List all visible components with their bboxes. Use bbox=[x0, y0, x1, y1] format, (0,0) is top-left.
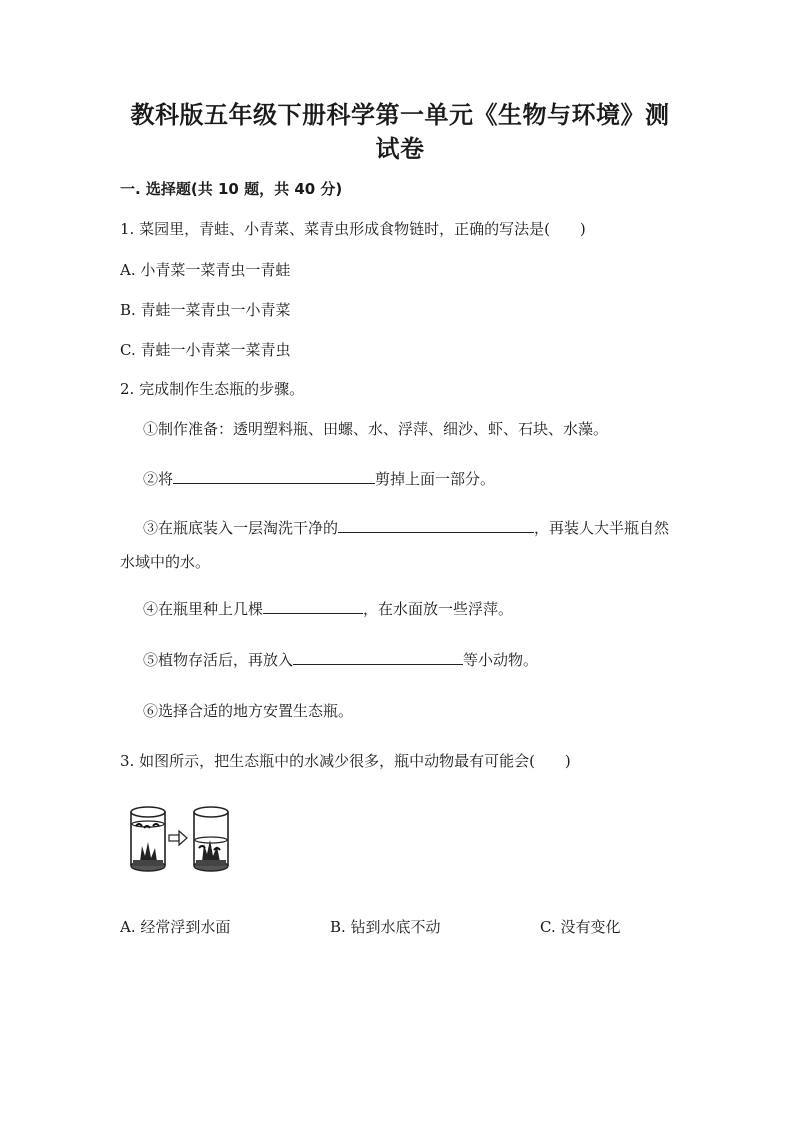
answer-blank[interactable] bbox=[263, 599, 363, 614]
q3-option-c: C. 没有变化 bbox=[540, 918, 621, 936]
answer-blank[interactable] bbox=[338, 518, 534, 533]
q2-step-2-pre: ②将 bbox=[143, 470, 174, 488]
section-heading: 一. 选择题(共 10 题，共 40 分) bbox=[120, 180, 343, 198]
q3-option-a: A. 经常浮到水面 bbox=[120, 918, 231, 936]
q2-step-5-post: 等小动物。 bbox=[463, 651, 539, 669]
q2-step-5-pre: ⑤植物存活后，再放入 bbox=[143, 651, 294, 669]
q2-step-4-post: ，在水面放一些浮萍。 bbox=[363, 600, 514, 618]
q2-step-6: ⑥选择合适的地方安置生态瓶。 bbox=[143, 702, 354, 720]
q1-stem: 1. 菜园里，青蛙、小青菜、菜青虫形成食物链时，正确的写法是( ) bbox=[120, 220, 586, 238]
title-line-1: 教科版五年级下册科学第一单元《生物与环境》测 bbox=[130, 101, 670, 129]
q2-step-3-post: ，再装人大半瓶自然水域中的水。 bbox=[120, 519, 670, 571]
eco-bottle-figure bbox=[128, 804, 236, 876]
q2-step-1: ①制作准备：透明塑料瓶、田螺、水、浮萍、细沙、虾、石块、水藻。 bbox=[143, 420, 609, 438]
q2-step-4-pre: ④在瓶里种上几棵 bbox=[143, 600, 264, 618]
q1-option-b: B. 青蛙一菜青虫一小青菜 bbox=[120, 301, 291, 319]
q3-stem: 3. 如图所示，把生态瓶中的水减少很多，瓶中动物最有可能会( ) bbox=[120, 752, 571, 770]
q2-step-3-pre: ③在瓶底装入一层淘洗干净的 bbox=[143, 519, 339, 537]
answer-blank[interactable] bbox=[173, 469, 375, 484]
q2-step-4 bbox=[143, 598, 513, 619]
arrow-icon bbox=[169, 831, 187, 845]
q2-step-3 bbox=[120, 511, 680, 579]
q1-option-a: A. 小青菜一菜青虫一青蛙 bbox=[120, 261, 291, 279]
q2-stem: 2. 完成制作生态瓶的步骤。 bbox=[120, 380, 305, 398]
q3-option-b: B. 钻到水底不动 bbox=[330, 918, 441, 936]
q1-option-c: C. 青蛙一小青菜一菜青虫 bbox=[120, 341, 291, 359]
jar-before bbox=[131, 807, 165, 871]
answer-blank[interactable] bbox=[293, 650, 463, 665]
page-title bbox=[120, 98, 680, 166]
jar-after bbox=[194, 807, 228, 871]
title-line-2: 试卷 bbox=[375, 135, 425, 163]
q2-step-2-post: 剪掉上面一部分。 bbox=[375, 470, 496, 488]
q2-step-5 bbox=[143, 649, 538, 670]
q2-step-2 bbox=[143, 468, 495, 489]
